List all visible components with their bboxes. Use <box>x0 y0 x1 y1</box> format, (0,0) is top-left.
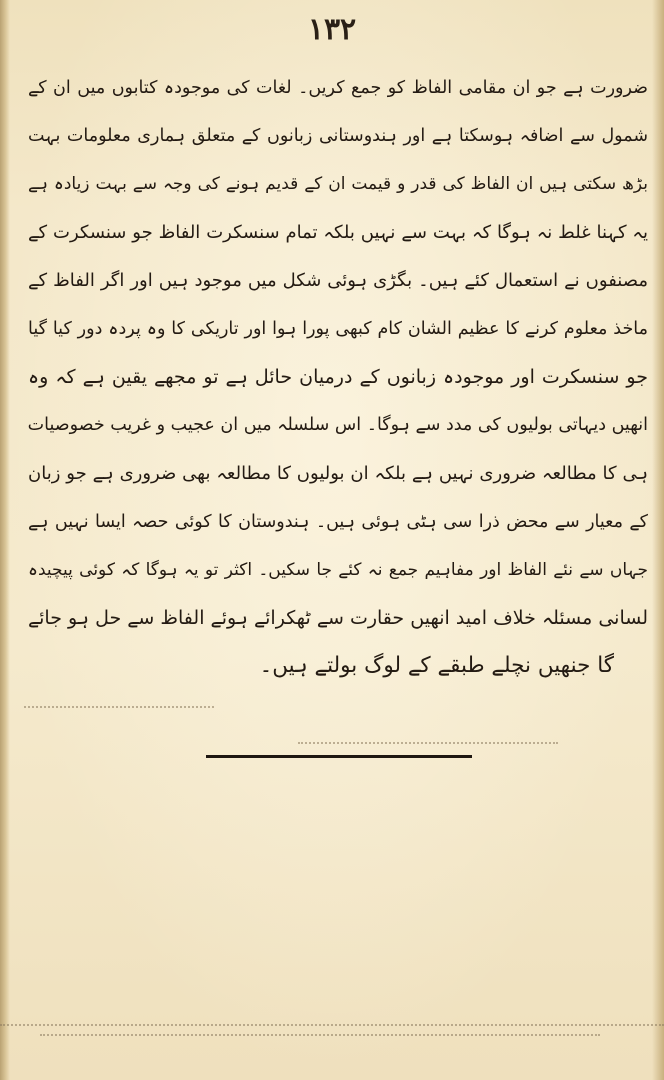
text-line: ہی کا مطالعہ ضروری نہیں ہے بلکہ ان بولیوں کا مطالعہ بھی ضروری ہے جو زبان <box>28 462 648 484</box>
page-number: ۱۳۲ <box>307 12 357 47</box>
page-edge-shadow-left <box>0 0 10 1080</box>
text-line: کے معیار سے محض ذرا سی ہٹی ہوئی ہیں۔ ہندوستان کا کوئی حصہ ایسا نہیں ہے <box>28 511 648 532</box>
text-line: بڑھ سکتی ہیں ان الفاظ کی قدر و قیمت ان کے قدیم ہونے کی وجہ سے بہت زیادہ ہے <box>28 174 648 195</box>
faint-dotted-line <box>40 1034 600 1036</box>
section-end-rule <box>206 755 472 758</box>
text-line: مصنفوں نے استعمال کئے ہیں۔ بگڑی ہوئی شکل میں موجود ہیں اور اگر الفاظ کے <box>28 269 648 291</box>
text-line: ماخذ معلوم کرنے کا عظیم الشان کام کبھی پورا ہوا اور تاریکی کا وہ پردہ دور کیا گیا <box>28 318 648 339</box>
text-line: شمول سے اضافہ ہوسکتا ہے اور ہندوستانی زبانوں کے متعلق ہماری معلومات بہت <box>28 126 648 147</box>
faint-dotted-line <box>0 1024 664 1026</box>
text-line: لسانی مسئلہ خلاف امید انھیں حقارت سے ٹھکرائے ہوئے الفاظ سے حل ہو جائے <box>28 607 648 630</box>
faint-dotted-line <box>298 742 558 744</box>
faint-dotted-line <box>24 706 214 708</box>
text-line: گا جنھیں نچلے طبقے کے لوگ بولتے ہیں۔ <box>259 653 614 679</box>
text-line: یہ کہنا غلط نہ ہوگا کہ بہت سے نہیں بلکہ تمام سنسکرت الفاظ جو سنسکرت کے <box>28 221 648 243</box>
body-paragraph <box>28 64 648 690</box>
text-line: انھیں دیہاتی بولیوں کی مدد سے ہوگا۔ اس سلسلہ میں ان عجیب و غریب خصوصیات <box>28 415 648 436</box>
text-line: جہاں سے نئے الفاظ اور مفاہیم جمع نہ کئے جا سکیں۔ اکثر تو یہ ہوگا کہ کوئی پیچیدہ <box>28 559 648 580</box>
page-edge-shadow-right <box>652 0 664 1080</box>
text-line: جو سنسکرت اور موجودہ زبانوں کے درمیان حائل ہے تو مجھے یقین ہے کہ وہ <box>28 366 648 389</box>
text-line: ضرورت ہے جو ان مقامی الفاظ کو جمع کریں۔ لغات کی موجودہ کتابوں میں ان کے <box>28 78 648 98</box>
